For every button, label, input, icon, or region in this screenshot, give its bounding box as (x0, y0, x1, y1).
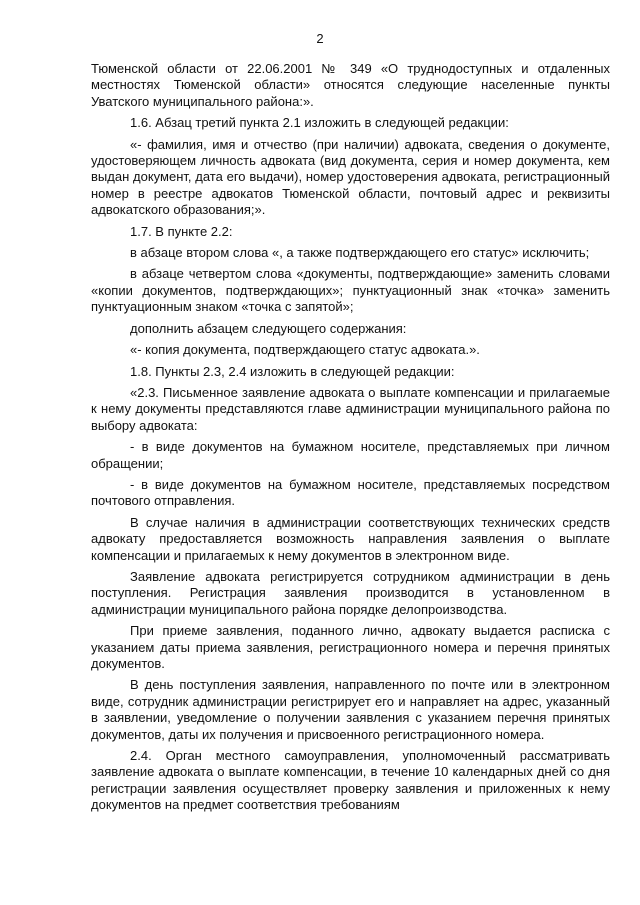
paragraph-item-1-7: 1.7. В пункте 2.2: (130, 223, 233, 239)
paragraph-paper-in-person: - в виде документов на бумажном носителе, представляемых при личном обращении; (91, 439, 610, 471)
paragraph-item-1-6: 1.6. Абзац третий пункта 2.1 изложить в следующей редакции: (130, 115, 509, 131)
paragraph-registration: Заявление адвоката регистрируется сотрудником администрации в день поступления. Регистрация заявления производится в установленном в администрации муниципального района порядке делопроизводства. (91, 568, 610, 617)
paragraph-clause-2-4: 2.4. Орган местного самоуправления, уполномоченный рассматривать заявление адвоката о выплате компенсации, в течение 10 календарных дней со дня регистрации заявления осуществляет проверку заявления и приложенных к нему документов на предмет соответствия требованиям (91, 748, 610, 813)
paragraph-electronic: В случае наличия в администрации соответствующих технических средств адвокату предоставляется возможность направления заявления о выплате компенсации и прилагаемых к нему документов в электронном виде. (91, 514, 610, 563)
paragraph-amend-fourth: в абзаце четвертом слова «документы, подтверждающие» заменить словами «копии документов, подтверждающих»; пунктуационный знак «точка» заменить пунктуационным знаком «точка с запятой»; (91, 266, 610, 315)
paragraph-quote-2-1: «- фамилия, имя и отчество (при наличии) адвоката, сведения о документе, удостоверяющем личность адвоката (вид документа, серия и номер документа, кем выдан документ, дата его выдачи), номер удостоверения адвоката, регистрационный номер в реестре адвокатов Тюменской области, почтовый адрес и реквизиты адвокатского образования;». (91, 136, 610, 218)
page-number: 2 (316, 31, 324, 46)
paragraph-amend-second: в абзаце втором слова «, а также подтверждающего его статус» исключить; (130, 245, 590, 261)
paragraph-receipt: При приеме заявления, поданного лично, адвокату выдается расписка с указанием даты приема заявления, регистрационного номера и перечня принятых документов. (91, 623, 610, 671)
paragraph-clause-2-3: «2.3. Письменное заявление адвоката о выплате компенсации и прилагаемые к нему документы представляются главе администрации муниципального района по выбору адвоката: (91, 384, 610, 433)
paragraph-mail-notification: В день поступления заявления, направленного по почте или в электронном виде, сотрудник администрации регистрирует его и направляет на адрес, указанный в заявлении, уведомление о получении заявления с указанием перечня принятых документов, даты их получения и присвоенного регистрационного номера. (91, 677, 610, 742)
paragraph-continuation: Тюменской области от 22.06.2001 № 349 «О труднодоступных и отдаленных местностях Тюменской области» относятся следующие населенные пункты Уватского муниципального района:». (91, 61, 610, 109)
paragraph-copy-document: «- копия документа, подтверждающего статус адвоката.». (130, 342, 480, 358)
paragraph-add-clause: дополнить абзацем следующего содержания: (130, 320, 407, 336)
paragraph-item-1-8: 1.8. Пункты 2.3, 2.4 изложить в следующей редакции: (130, 363, 455, 379)
paragraph-paper-by-mail: - в виде документов на бумажном носителе, представляемых посредством почтового отправления. (91, 476, 610, 509)
document-body (91, 61, 610, 819)
